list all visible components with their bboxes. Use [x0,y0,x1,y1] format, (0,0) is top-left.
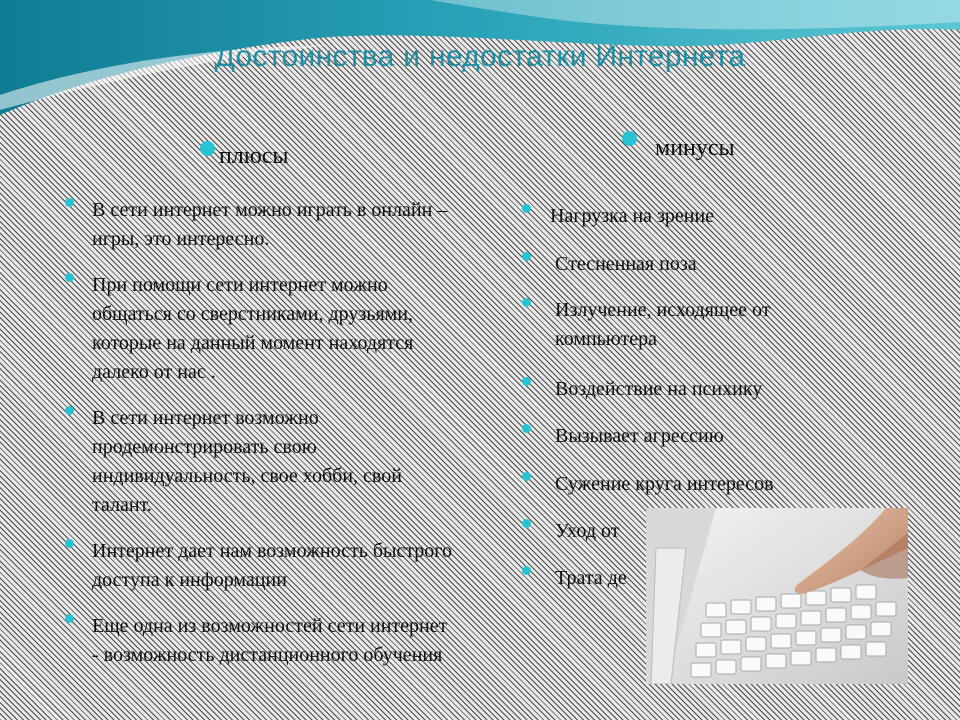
list-item: Уход от [522,517,825,546]
list-item: В сети интернет возможно продемонстрировать свою индивидуальность, свое хобби, свой талант. [65,404,455,520]
list-item: При помощи сети интернет можно общаться со сверстниками, друзьями, которые на данный момент находятся далеко от нас . [65,271,455,387]
bullet-icon [200,141,215,156]
pros-heading-label: плюсы [219,143,289,169]
bullet-icon [65,273,74,282]
bullet-icon [522,204,531,213]
pros-heading [200,143,289,170]
bullet-icon [522,566,531,575]
list-item: Еще одна из возможностей сети интернет - возможность дистанционного обучения [65,612,455,670]
list-item: Интернет дает нам возможность быстрого доступа к информации [65,537,455,595]
bullet-icon [522,377,531,386]
list-item: Воздействие на психику [522,375,845,404]
list-item: Нагрузка на зрение [522,202,820,231]
list-item: Стесненная поза [522,250,825,279]
pros-list [65,196,455,670]
bullet-icon [522,472,531,481]
keyboard-finger-photo-icon [646,508,908,684]
list-item: Сужение круга интересов [522,470,855,499]
slide-title: Достоинства и недостатки Интернета [214,40,746,73]
list-item: Трата де [522,564,825,593]
bullet-icon [65,614,74,623]
list-item: Вызывает агрессию [522,422,825,451]
cons-heading [622,133,735,162]
bullet-icon [65,406,74,415]
list-item: Излучение, исходящее от компьютера [522,296,822,354]
bullet-icon [522,519,531,528]
bullet-icon [522,298,531,307]
bullet-icon [65,198,74,207]
bullet-icon [522,424,531,433]
list-item: В сети интернет можно играть в онлайн – игры, это интересно. [65,196,455,254]
bullet-icon [522,252,531,261]
cons-heading-label: минусы [655,135,735,161]
bullet-icon [65,539,74,548]
bullet-icon [622,131,637,146]
